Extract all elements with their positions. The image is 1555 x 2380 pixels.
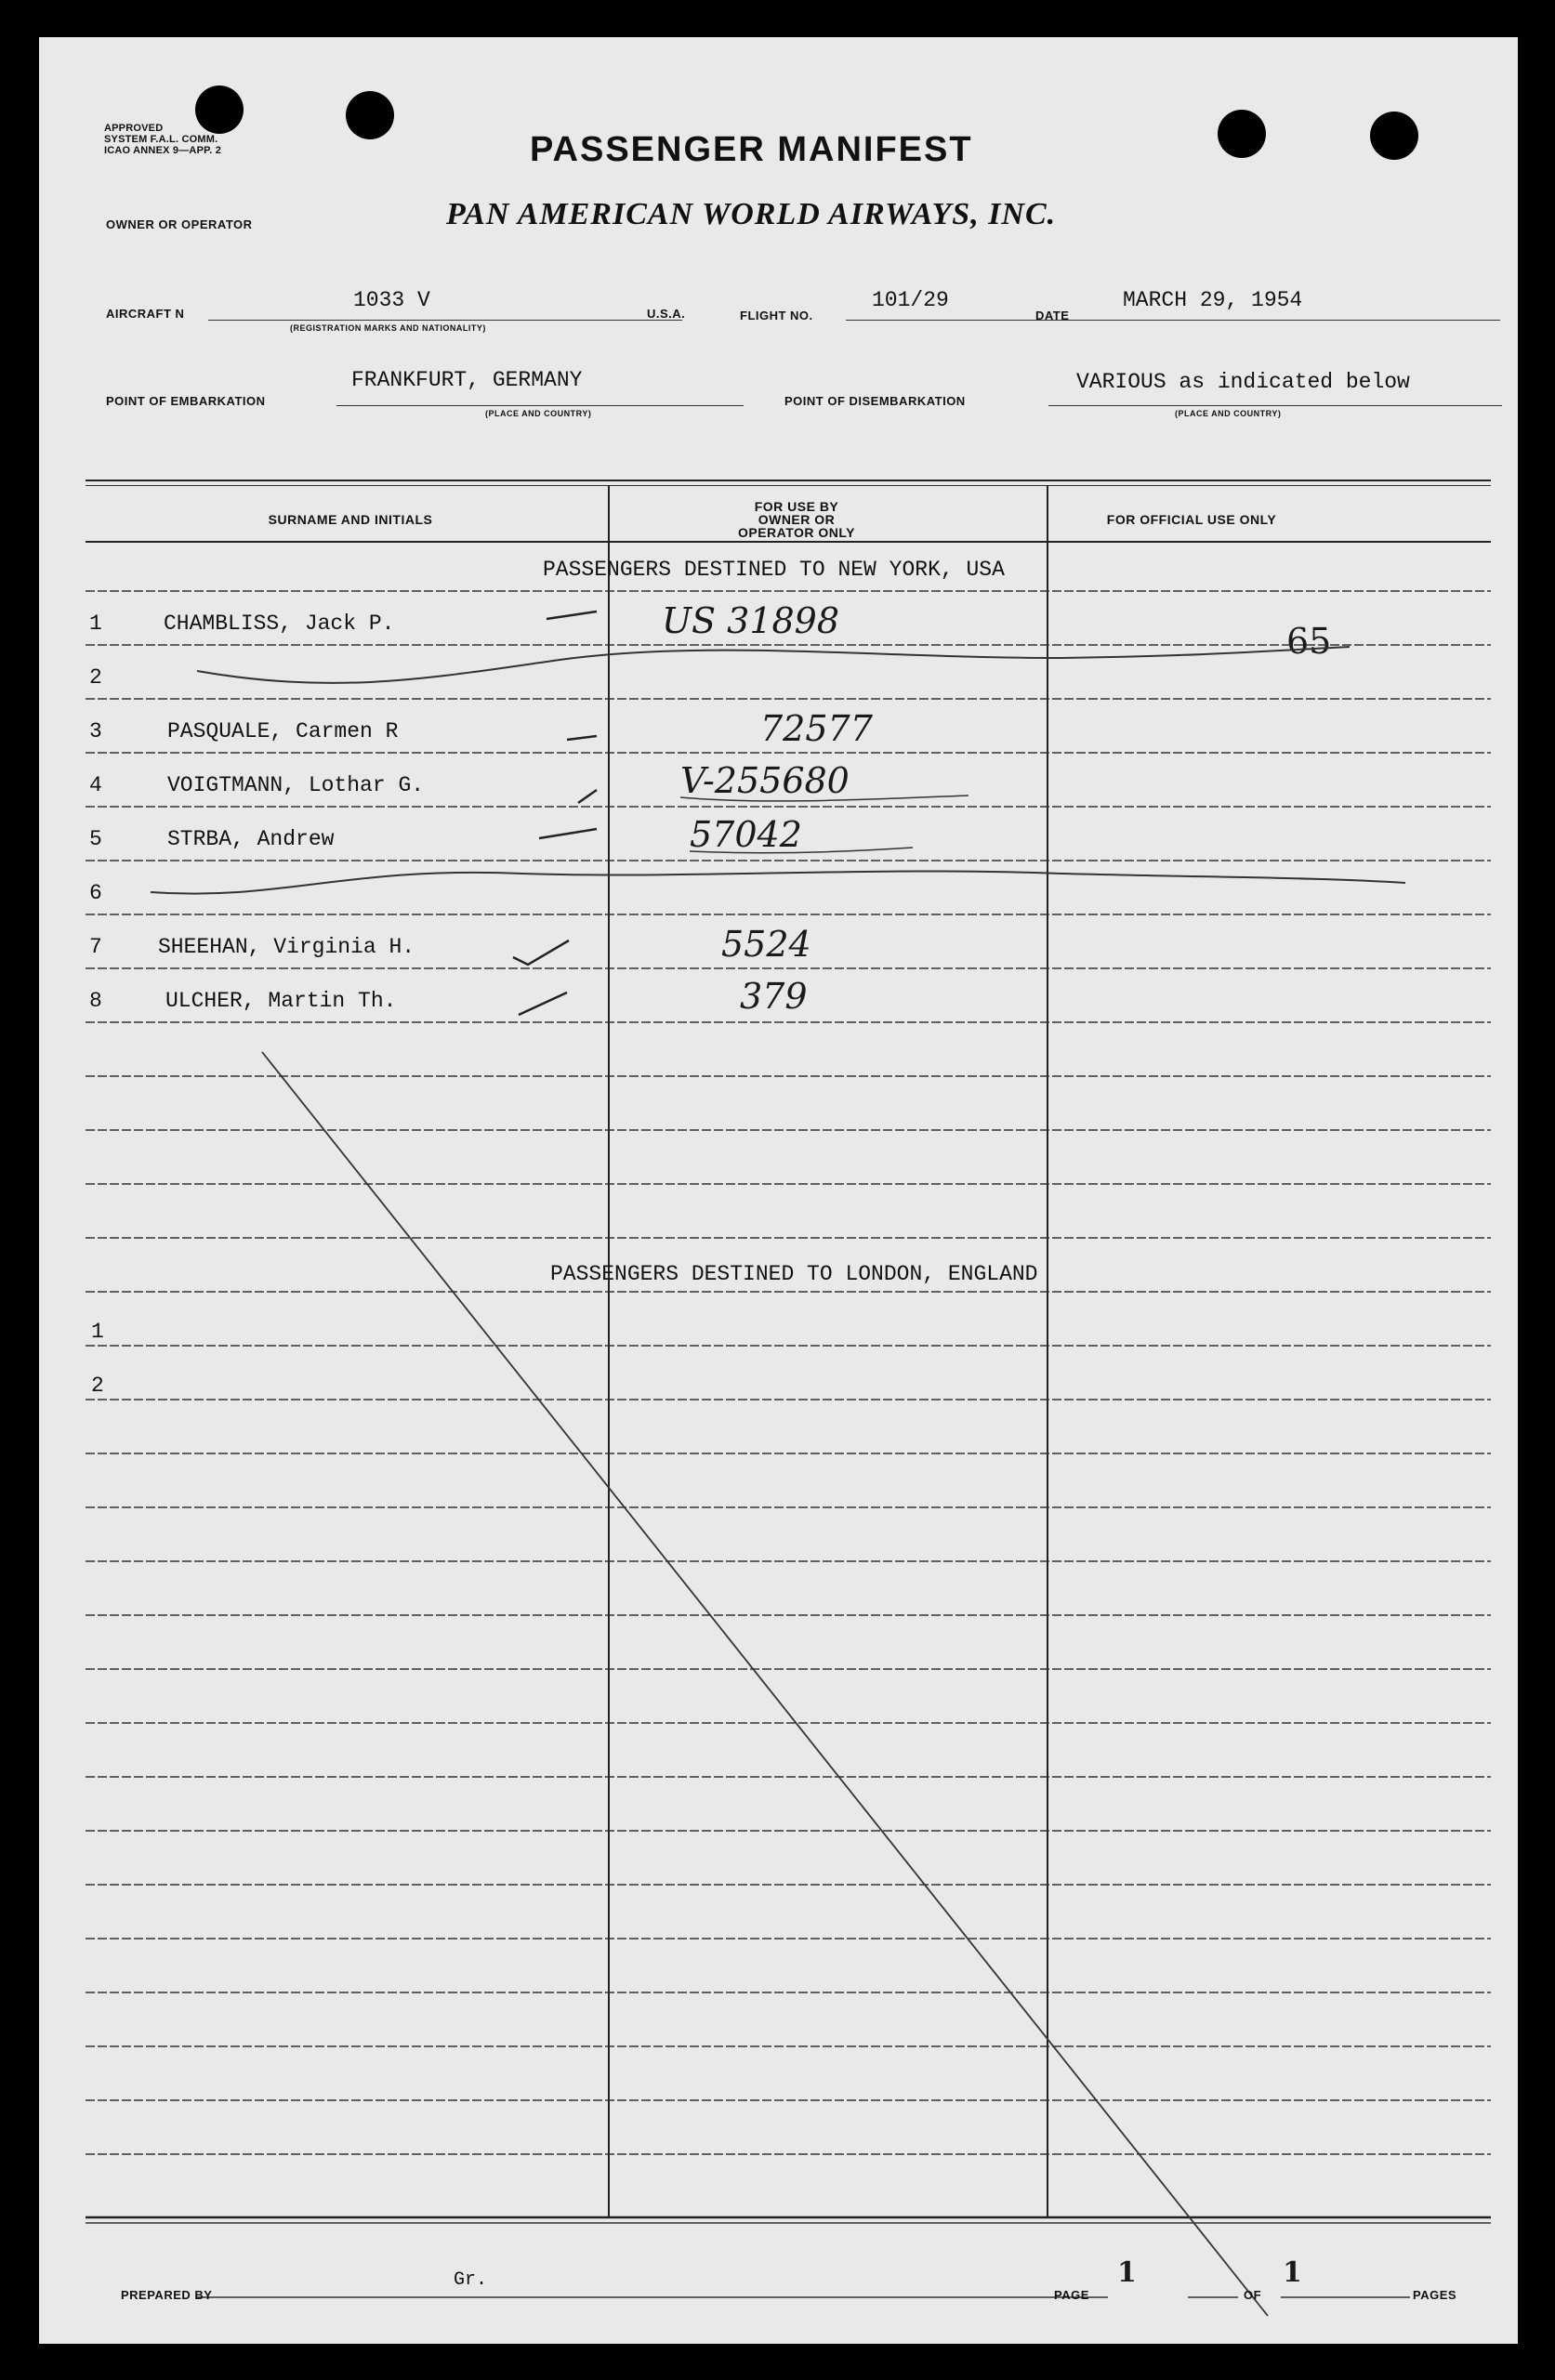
row-number: 1 bbox=[91, 1320, 104, 1344]
date-label: DATE bbox=[1035, 309, 1070, 322]
check-mark bbox=[578, 790, 597, 803]
embarkation-label: POINT OF EMBARKATION bbox=[106, 394, 266, 408]
strike-line bbox=[151, 871, 1405, 893]
check-mark bbox=[547, 611, 597, 619]
prepared-by-value: Gr. bbox=[454, 2269, 488, 2291]
row-number: 4 bbox=[89, 773, 102, 797]
check-mark bbox=[519, 993, 567, 1015]
section-heading-london: PASSENGERS DESTINED TO LONDON, ENGLAND bbox=[550, 1262, 1038, 1286]
passport-number: V-255680 bbox=[680, 760, 850, 801]
passport-number: 5524 bbox=[721, 924, 811, 965]
row-number: 3 bbox=[89, 719, 102, 743]
row-number: 1 bbox=[89, 611, 102, 636]
section-heading-new-york: PASSENGERS DESTINED TO NEW YORK, USA bbox=[543, 558, 1005, 582]
passenger-name: STRBA, Andrew bbox=[167, 827, 335, 851]
passport-number: 57042 bbox=[690, 814, 802, 855]
disembarkation-label: POINT OF DISEMBARKATION bbox=[784, 394, 966, 408]
page-label: PAGE bbox=[1054, 2288, 1089, 2302]
row-number: 2 bbox=[91, 1374, 104, 1398]
flight-label: FLIGHT NO. bbox=[740, 309, 813, 322]
of-label: OF bbox=[1244, 2288, 1262, 2302]
passport-number: 72577 bbox=[760, 708, 873, 749]
approval-note: APPROVED SYSTEM F.A.L. COMM. ICAO ANNEX 9—APP. 2 bbox=[104, 123, 222, 156]
aircraft-label: AIRCRAFT N bbox=[106, 307, 185, 321]
date-value: MARCH 29, 1954 bbox=[1123, 288, 1303, 312]
check-mark bbox=[539, 829, 597, 838]
check-mark bbox=[567, 736, 597, 740]
embarkation-sublabel: (PLACE AND COUNTRY) bbox=[485, 409, 592, 418]
passport-number: US 31898 bbox=[662, 600, 840, 641]
page-number: 1 bbox=[1117, 2256, 1137, 2289]
page-title: PASSENGER MANIFEST bbox=[530, 130, 973, 169]
embarkation-value: FRANKFURT, GERMANY bbox=[351, 368, 583, 392]
passenger-name: ULCHER, Martin Th. bbox=[165, 989, 397, 1013]
manifest-sheet bbox=[39, 37, 1518, 2344]
strike-line bbox=[197, 647, 1350, 683]
passenger-name: SHEEHAN, Virginia H. bbox=[158, 935, 415, 959]
col-header-surname: SURNAME AND INITIALS bbox=[268, 512, 433, 527]
pen-stroke bbox=[680, 796, 969, 801]
col-header-owner-use: FOR USE BY OWNER OR OPERATOR ONLY bbox=[737, 499, 856, 540]
row-number: 6 bbox=[89, 881, 102, 905]
disembarkation-value: VARIOUS as indicated below bbox=[1076, 370, 1410, 394]
check-mark bbox=[513, 940, 569, 965]
company-name: PAN AMERICAN WORLD AIRWAYS, INC. bbox=[446, 197, 1057, 231]
official-mark: 65 bbox=[1286, 621, 1332, 662]
pages-label: PAGES bbox=[1413, 2288, 1457, 2302]
aircraft-sublabel: (REGISTRATION MARKS AND NATIONALITY) bbox=[290, 323, 486, 333]
row-number: 2 bbox=[89, 665, 102, 690]
flight-value: 101/29 bbox=[872, 288, 949, 312]
disembarkation-sublabel: (PLACE AND COUNTRY) bbox=[1175, 409, 1282, 418]
passenger-name: VOIGTMANN, Lothar G. bbox=[167, 773, 425, 797]
aircraft-value: 1033 V bbox=[353, 288, 430, 312]
row-number: 7 bbox=[89, 935, 102, 959]
total-pages: 1 bbox=[1283, 2256, 1302, 2289]
pen-stroke bbox=[690, 848, 913, 853]
prepared-by-label: PREPARED BY bbox=[121, 2288, 213, 2302]
ruled-lines-and-marks bbox=[39, 37, 1518, 2344]
col-header-official-use: FOR OFFICIAL USE ONLY bbox=[1106, 512, 1277, 527]
diagonal-cancel-line bbox=[262, 1052, 1268, 2316]
usa-label: U.S.A. bbox=[647, 307, 686, 321]
passenger-name: PASQUALE, Carmen R bbox=[167, 719, 399, 743]
owner-label: OWNER OR OPERATOR bbox=[106, 217, 253, 231]
row-rules bbox=[86, 591, 1491, 2154]
passport-number: 379 bbox=[740, 976, 808, 1017]
passenger-name: CHAMBLISS, Jack P. bbox=[164, 611, 395, 636]
row-number: 5 bbox=[89, 827, 102, 851]
row-number: 8 bbox=[89, 989, 102, 1013]
